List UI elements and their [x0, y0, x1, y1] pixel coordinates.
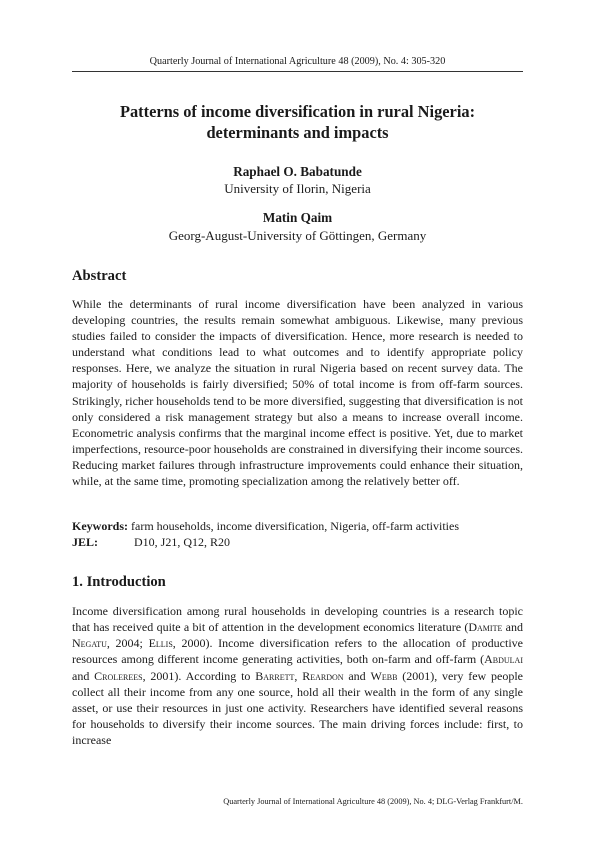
- citation-author: Reardon: [302, 668, 344, 683]
- intro-text: (2001), very few people collect all their income from any one source, hold all their wealth in the form of any single asset, or use their resources in just one activity. Researchers have identified several reasons for households to diversify their income sources. The main driving forces include: first, to increase: [72, 668, 523, 748]
- header-rule: [72, 71, 523, 72]
- intro-text: ,: [294, 668, 303, 683]
- section-heading: 1. Introduction: [72, 574, 166, 590]
- intro-text: , 2000). Income diversification refers to the allocation of productive resources among different income generating activities, both on-farm and off-farm (: [72, 636, 523, 667]
- citation-author: Abdulai: [484, 652, 523, 667]
- page-footer: Quarterly Journal of International Agriculture 48 (2009), No. 4; DLG-Verlag Frankfurt/M.: [223, 797, 523, 806]
- intro-text: , 2001). According to: [142, 668, 256, 683]
- intro-text: and: [72, 668, 95, 683]
- abstract-text: While the determinants of rural income diversification have been analyzed in various developing countries, the results remain somewhat ambiguous. Likewise, many previous studies failed to consider the impacts of diversification. Hence, more research is needed to understand what conditions lead to what outcomes and to identify appropriate policy responses. Here, we analyze the situation in rural Nigeria based on recent survey data. The majority of households is fairly diversified; 50% of total income is from off-farm sources. Strikingly, richer households tend to be more diversified, suggesting that diversification is not only considered a risk management strategy but also a means to increase overall income. Econometric analysis confirms that the marginal income effect is positive. Yet, due to market imperfections, resource-poor households are constrained in diversifying their income sources. Reducing market failures through infrastructure improvements could enhance their situation, while, at the same time, promoting specialization among the relatively better off.: [72, 297, 523, 489]
- jel-value: D10, J21, Q12, R20: [134, 535, 231, 549]
- citation-author: Barrett: [255, 668, 295, 683]
- keywords-value: farm households, income diversification, Nigeria, off-farm activities: [131, 519, 460, 533]
- introduction-paragraph: [72, 603, 523, 748]
- citation-author: Crolerees: [94, 668, 143, 683]
- author-name: Matin Qaim: [262, 210, 333, 225]
- abstract-heading: Abstract: [72, 268, 127, 284]
- paper-title: [72, 101, 523, 143]
- intro-text: , 2004;: [106, 636, 149, 651]
- citation-author: Ellis: [148, 636, 173, 651]
- running-head: Quarterly Journal of International Agriculture 48 (2009), No. 4: 305-320: [149, 56, 446, 67]
- intro-text: and: [343, 668, 371, 683]
- intro-text: and: [502, 620, 523, 635]
- citation-author: Webb: [370, 668, 398, 683]
- title-line-1: Patterns of income diversification in rural Nigeria:: [119, 102, 476, 121]
- title-line-2: determinants and impacts: [206, 123, 389, 142]
- author-affiliation: University of Ilorin, Nigeria: [224, 181, 371, 196]
- author-affiliation: Georg-August-University of Göttingen, Germany: [168, 228, 427, 243]
- intro-text: Income diversification among rural households in developing countries is a research topic that has received quite a bit of attention in the development economics literature (: [72, 604, 523, 635]
- keywords-line: [72, 518, 523, 534]
- author-name: Raphael O. Babatunde: [233, 164, 362, 179]
- citation-author: Negatu: [72, 636, 107, 651]
- jel-line: [72, 534, 523, 550]
- citation-author: Damite: [468, 620, 503, 635]
- jel-label: JEL:: [72, 535, 99, 549]
- keywords-label: Keywords:: [72, 519, 128, 533]
